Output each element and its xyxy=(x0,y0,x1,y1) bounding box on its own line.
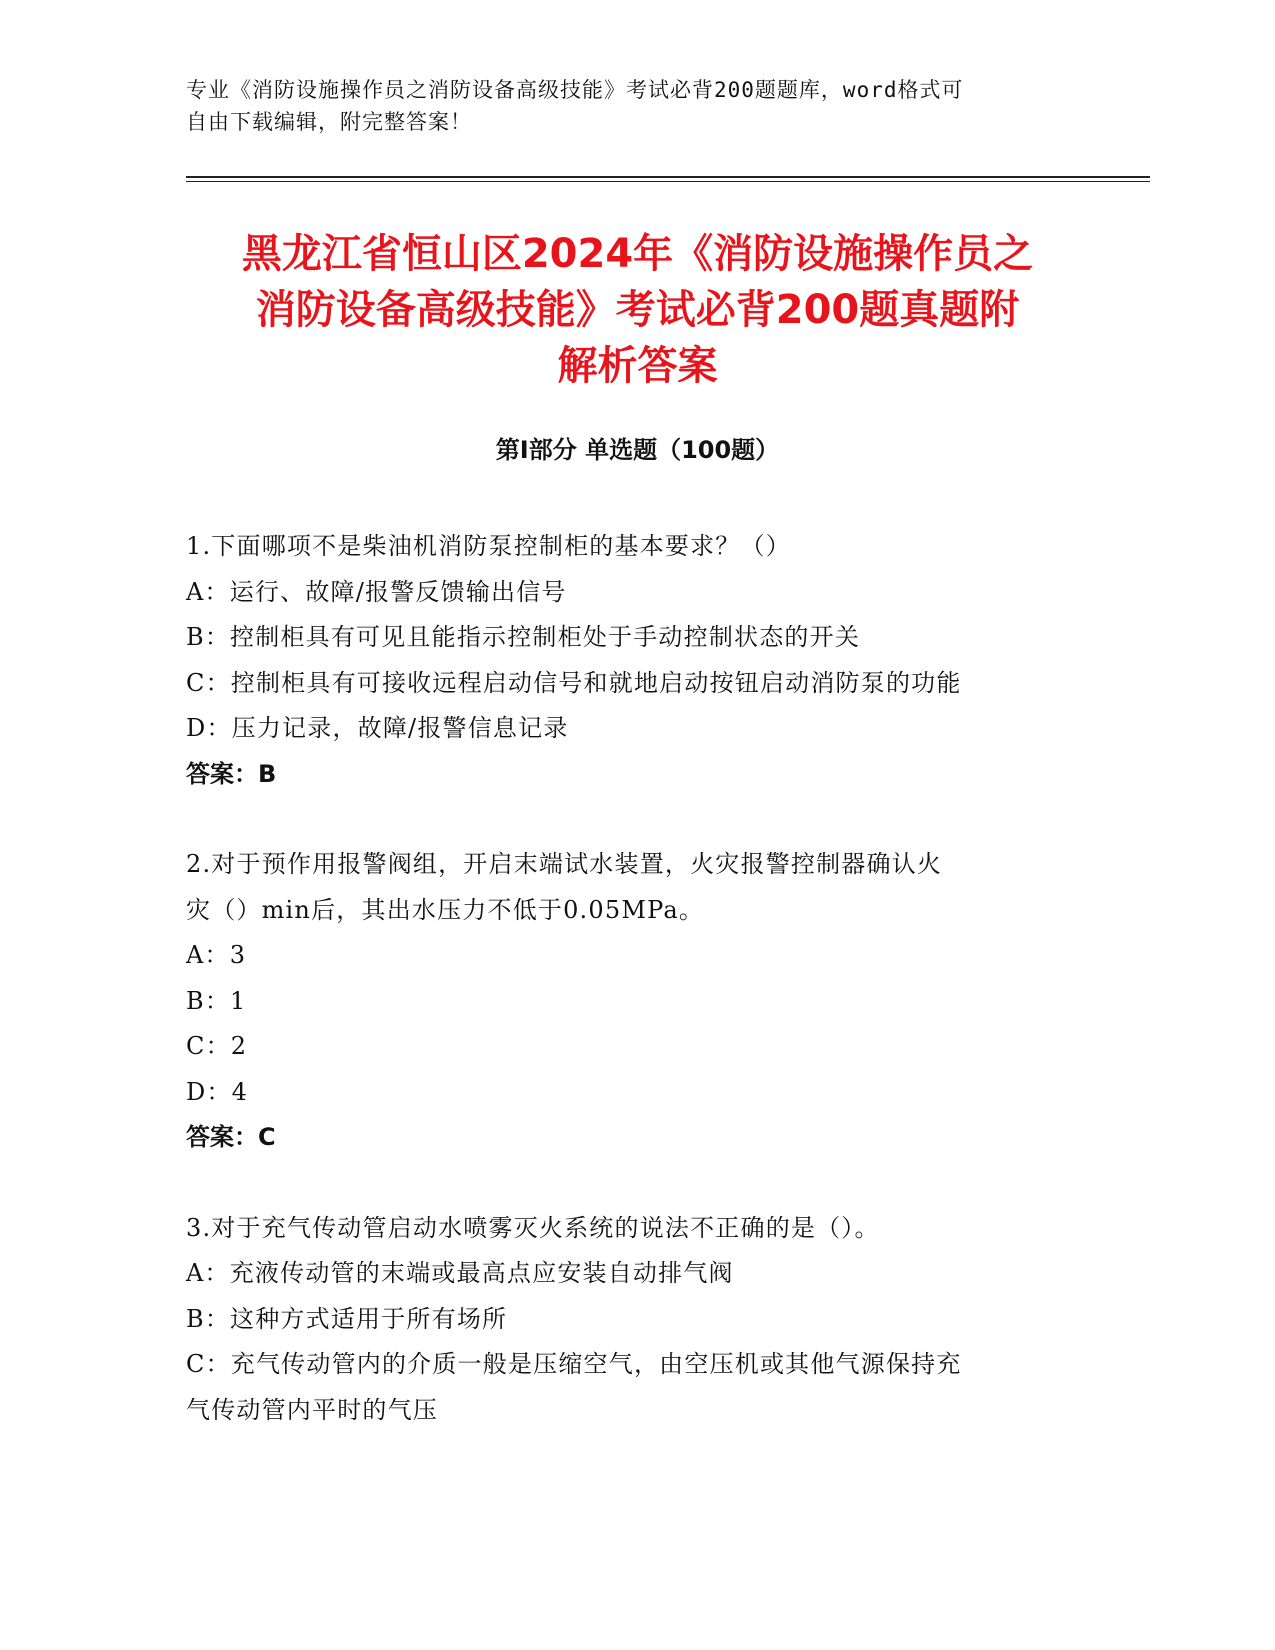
document-title-line-2: 消防设备高级技能》考试必背200题真题附 xyxy=(255,287,1020,333)
header-note xyxy=(186,74,1066,138)
option-c: C：2 xyxy=(186,1032,248,1060)
option-a: A：3 xyxy=(186,941,247,969)
document-title xyxy=(160,226,1115,394)
option-a: A：运行、故障/报警反馈输出信号 xyxy=(186,577,567,606)
question-list xyxy=(186,524,1086,1478)
answer: 答案：B xyxy=(186,759,277,788)
option-d: D：4 xyxy=(186,1077,249,1106)
question-stem-line-2: 灾（）min后，其出水压力不低于0.05MPa。 xyxy=(186,895,705,924)
question-3 xyxy=(186,1206,1086,1434)
option-b: B：控制柜具有可见且能指示控制柜处于手动控制状态的开关 xyxy=(186,623,861,651)
header-divider-thick xyxy=(186,176,1150,178)
option-c: C：充气传动管内的介质一般是压缩空气，由空压机或其他气源保持充 xyxy=(186,1350,962,1378)
header-note-line-1: 专业《消防设施操作员之消防设备高级技能》考试必背200题题库，word格式可 xyxy=(186,78,964,102)
question-2 xyxy=(186,842,1086,1161)
header-divider-thin xyxy=(186,181,1150,182)
option-c-continued: 气传动管内平时的气压 xyxy=(186,1395,438,1424)
option-d: D：压力记录，故障/报警信息记录 xyxy=(186,714,569,742)
option-b: B：1 xyxy=(186,986,247,1015)
header-note-line-2: 自由下载编辑，附完整答案！ xyxy=(186,110,472,134)
question-1 xyxy=(186,524,1086,797)
section-title: 第Ⅰ部分 单选题（100题） xyxy=(495,436,780,464)
option-c: C：控制柜具有可接收远程启动信号和就地启动按钮启动消防泵的功能 xyxy=(186,668,962,697)
question-stem-line-1: 2.对于预作用报警阀组，开启末端试水装置，火灾报警控制器确认火 xyxy=(186,850,943,878)
question-stem: 3.对于充气传动管启动水喷雾灭火系统的说法不正确的是（）。 xyxy=(186,1213,880,1242)
option-b: B：这种方式适用于所有场所 xyxy=(186,1304,508,1333)
option-a: A：充液传动管的末端或最高点应安装自动排气阀 xyxy=(186,1259,734,1287)
question-stem: 1.下面哪项不是柴油机消防泵控制柜的基本要求？（） xyxy=(186,532,791,560)
document-title-line-1: 黑龙江省恒山区2024年《消防设施操作员之 xyxy=(241,231,1034,277)
document-title-line-3: 解析答案 xyxy=(557,343,718,389)
answer: 答案：C xyxy=(186,1123,276,1151)
